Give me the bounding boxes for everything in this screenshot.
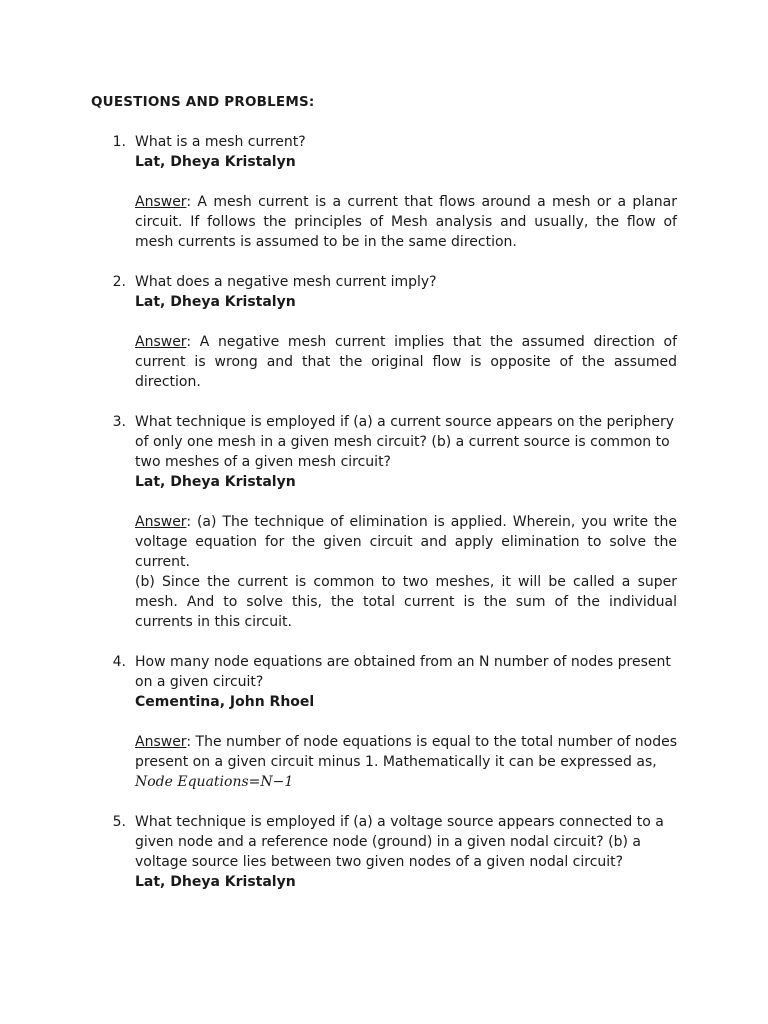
answer-text [135, 192, 677, 252]
answer-text [135, 512, 677, 572]
question-body [135, 652, 677, 792]
question-author: Cementina, John Rhoel [135, 694, 315, 710]
answer-label: Answer [135, 514, 187, 530]
question-number: 3. [112, 414, 126, 430]
question-text: What technique is employed if (a) a current source appears on the periphery of only one mesh in a given mesh circuit? (b) a current source is common to two meshes of a given mesh circuit? [135, 414, 675, 470]
answer-content: : The number of node equations is equal to the total number of nodes present on a given circuit minus 1. Mathematically it can be expressed as, [135, 734, 677, 770]
question-item [91, 652, 678, 792]
question-author: Lat, Dheya Kristalyn [135, 474, 296, 490]
question-author: Lat, Dheya Kristalyn [135, 294, 296, 310]
question-body [135, 272, 677, 392]
answer-text [135, 332, 677, 392]
question-author: Lat, Dheya Kristalyn [135, 874, 296, 890]
question-author: Lat, Dheya Kristalyn [135, 154, 296, 170]
question-item [91, 812, 678, 892]
section-heading: QUESTIONS AND PROBLEMS: [91, 94, 315, 110]
question-item [91, 412, 678, 632]
answer-label: Answer [135, 334, 187, 350]
question-body [135, 132, 677, 252]
question-item [91, 272, 678, 392]
question-text: What technique is employed if (a) a voltage source appears connected to a given node and a reference node (ground) in a given nodal circuit? (b) a voltage source lies between two given nodes of a given nodal circuit? [135, 814, 664, 870]
question-text: What is a mesh current? [135, 134, 306, 150]
answer-label: Answer [135, 194, 187, 210]
question-number: 2. [112, 274, 126, 290]
question-body [135, 812, 677, 892]
answer-text [135, 732, 677, 772]
question-item [91, 132, 678, 252]
question-number: 5. [112, 814, 126, 830]
question-text: How many node equations are obtained from an N number of nodes present on a given circuit? [135, 654, 671, 690]
question-body [135, 412, 677, 632]
question-number: 1. [112, 134, 126, 150]
answer-text-part-b: (b) Since the current is common to two meshes, it will be called a super mesh. And to solve this, the total current is the sum of the individual currents in this circuit. [135, 574, 677, 630]
question-number: 4. [112, 654, 126, 670]
answer-content: : A mesh current is a current that flows around a mesh or a planar circuit. If follows the principles of Mesh analysis and usually, the flow of mesh currents is assumed to be in the same direction. [135, 194, 677, 250]
answer-content: : A negative mesh current implies that the assumed direction of current is wrong and that the original flow is opposite of the assumed direction. [135, 334, 677, 390]
question-text: What does a negative mesh current imply? [135, 274, 437, 290]
node-equation-formula: Node Equations=N−1 [135, 774, 294, 790]
answer-content: : (a) The technique of elimination is applied. Wherein, you write the voltage equation for the given circuit and apply elimination to solve the current. [135, 514, 677, 570]
answer-label: Answer [135, 734, 187, 750]
